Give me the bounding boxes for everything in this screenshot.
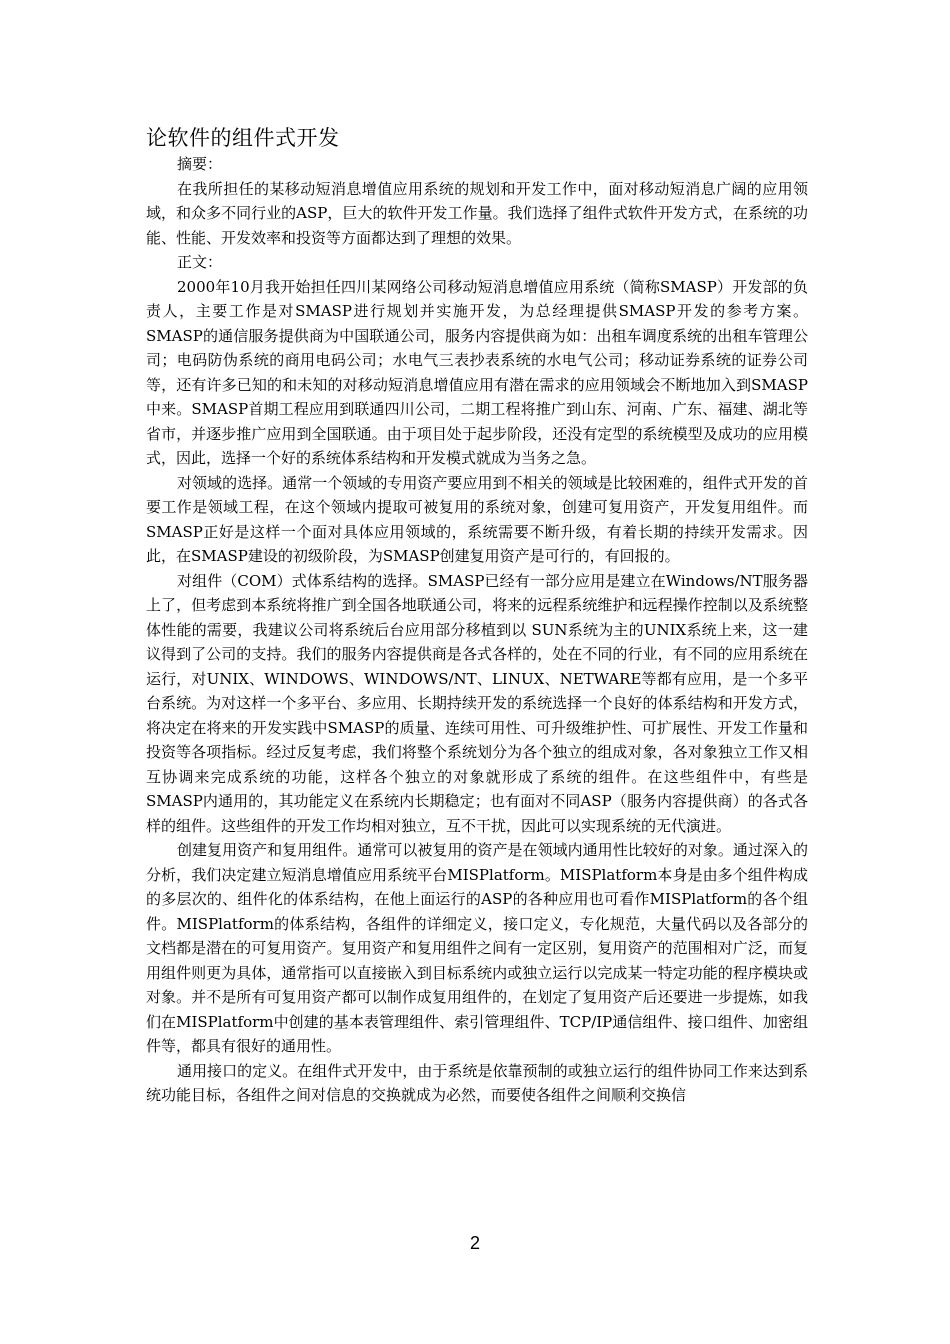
body-label: 正文：	[177, 253, 223, 271]
body-paragraph-2: 对领域的选择。通常一个领域的专用资产要应用到不相关的领域是比较困难的，组件式开发的首要工作是领域工程，在这个领域内提取可被复用的系统对象，创建可复用资产，开发复用组件。而SMASP正好是这样一个面对具体应用领域的，系统需要不断升级，有着长期的持续开发需求。因此，在SMASP建设的初级阶段，为SMASP创建复用资产是可行的，有回报的。	[146, 473, 808, 565]
page-number: 2	[469, 1233, 480, 1253]
body-paragraph-4: 创建复用资产和复用组件。通常可以被复用的资产是在领域内通用性比较好的对象。通过深入的分析，我们决定建立短消息增值应用系统平台MISPlatform。MISPlatform本身是由多个组件构成的多层次的、组件化的体系结构，在他上面运行的ASP的各种应用也可看作MISPlatform的各个组件。MISPlatform的体系结构，各组件的详细定义，接口定义，专化规范，大量代码以及各部分的文档都是潜在的可复用资产。复用资产和复用组件之间有一定区别，复用资产的范围相对广泛，而复用组件则更为具体，通常指可以直接嵌入到目标系统内或独立运行以完成某一特定功能的程序模块或对象。并不是所有可复用资产都可以制作成复用组件的，在划定了复用资产后还要进一步提炼，如我们在MISPlatform中创建的基本表管理组件、索引管理组件、TCP/IP通信组件、接口组件、加密组件等，都具有很好的通用性。	[146, 841, 808, 1055]
body-paragraph-3: 对组件（COM）式体系结构的选择。SMASP已经有一部分应用是建立在Windows/NT服务器上了，但考虑到本系统将推广到全国各地联通公司，将来的远程系统维护和远程操作控制以及系统整体性能的需要，我建议公司将系统后台应用部分移植到以 SUN系统为主的UNIX系统上来，这一建议得到了公司的支持。我们的服务内容提供商是各式各样的，处在不同的行业，有不同的应用系统在运行，对UNIX、WINDOWS、WINDOWS/NT、LINUX、NETWARE等都有应用，是一个多平台系统。为对这样一个多平台、多应用、长期持续开发的系统选择一个良好的体系结构和开发方式，将决定在将来的开发实践中SMASP的质量、连续可用性、可升级维护性、可扩展性、开发工作量和投资等各项指标。经过反复考虑，我们将整个系统划分为各个独立的组成对象，各对象独立工作又相互协调来完成系统的功能，这样各个独立的对象就形成了系统的组件。在这些组件中，有些是SMASP内通用的，其功能定义在系统内长期稳定；也有面对不同ASP（服务内容提供商）的各式各样的组件。这些组件的开发工作均相对独立，互不干扰，因此可以实现系统的无代演进。	[146, 571, 808, 835]
document-body	[146, 124, 808, 1108]
document-title: 论软件的组件式开发	[146, 126, 340, 150]
abstract-paragraph: 在我所担任的某移动短消息增值应用系统的规划和开发工作中，面对移动短消息广阔的应用领域，和众多不同行业的ASP，巨大的软件开发工作量。我们选择了组件式软件开发方式，在系统的功能、性能、开发效率和投资等方面都达到了理想的效果。	[146, 179, 808, 247]
body-paragraph-5: 通用接口的定义。在组件式开发中，由于系统是依靠预制的或独立运行的组件协同工作来达到系统功能目标，各组件之间对信息的交换就成为必然，而要使各组件之间顺利交换信	[146, 1061, 808, 1104]
body-paragraph-1: 2000年10月我开始担任四川某网络公司移动短消息增值应用系统（简称SMASP）开发部的负责人，主要工作是对SMASP进行规划并实施开发，为总经理提供SMASP开发的参考方案。SMASP的通信服务提供商为中国联通公司，服务内容提供商为如：出租车调度系统的出租车管理公司；电码防伪系统的商用电码公司；水电气三表抄表系统的水电气公司；移动证券系统的证券公司等，还有许多已知的和未知的对移动短消息增值应用有潜在需求的应用领域会不断地加入到SMASP中来。SMASP首期工程应用到联通四川公司，二期工程将推广到山东、河南、广东、福建、湖北等省市，并逐步推广应用到全国联通。由于项目处于起步阶段，还没有定型的系统模型及成功的应用模式，因此，选择一个好的系统体系结构和开发模式就成为当务之急。	[146, 277, 808, 467]
abstract-label: 摘要：	[177, 155, 223, 173]
